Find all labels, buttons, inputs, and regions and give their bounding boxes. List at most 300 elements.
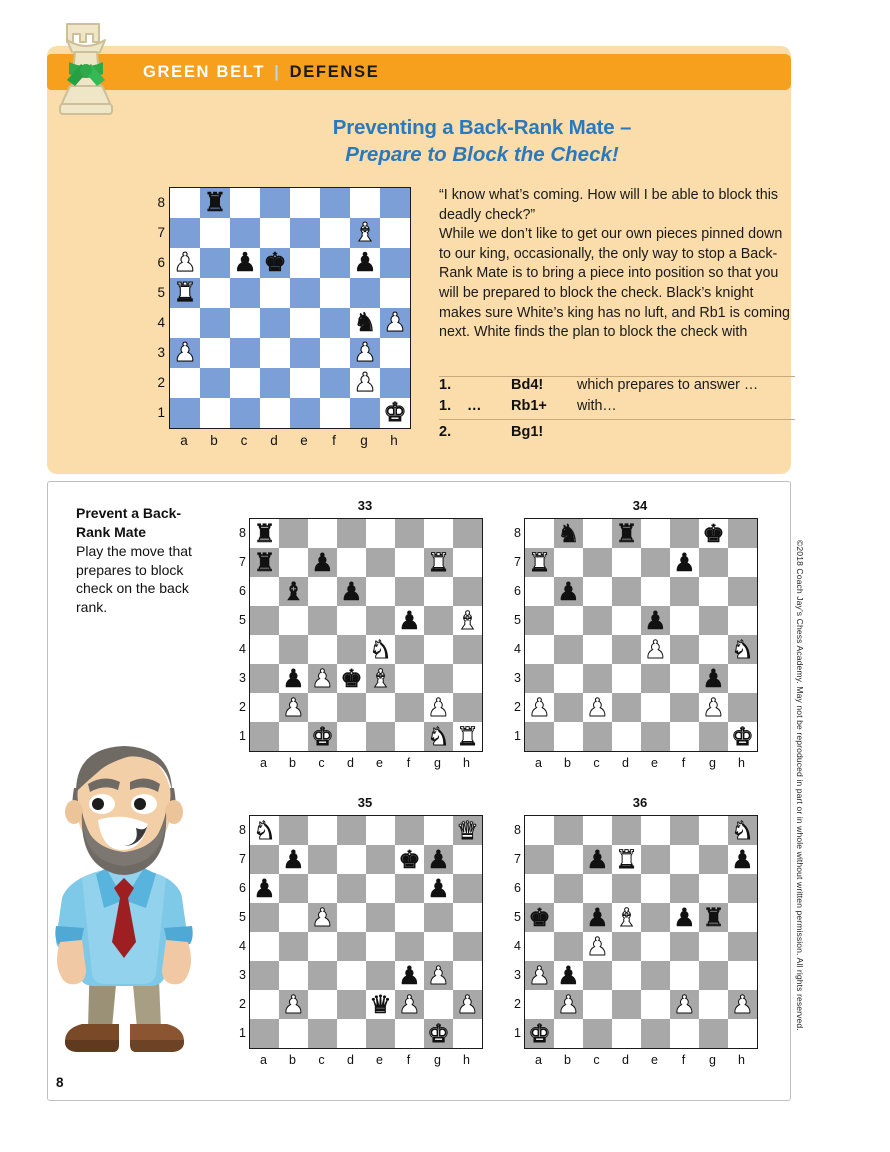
square-d5[interactable] (612, 606, 641, 635)
square-h8[interactable] (380, 188, 410, 218)
square-b7[interactable] (200, 218, 230, 248)
square-e2[interactable] (366, 990, 395, 1019)
square-a7[interactable] (170, 218, 200, 248)
square-h4[interactable] (380, 308, 410, 338)
square-e4[interactable] (641, 932, 670, 961)
square-d3[interactable] (337, 664, 366, 693)
square-g2[interactable] (699, 693, 728, 722)
square-b1[interactable] (279, 1019, 308, 1048)
square-g1[interactable] (699, 722, 728, 751)
square-b3[interactable] (200, 338, 230, 368)
square-e8[interactable] (366, 816, 395, 845)
square-h6[interactable] (728, 577, 757, 606)
square-a2[interactable] (250, 990, 279, 1019)
square-c6[interactable] (230, 248, 260, 278)
square-g3[interactable] (350, 338, 380, 368)
square-d4[interactable] (612, 932, 641, 961)
square-f8[interactable] (320, 188, 350, 218)
square-f6[interactable] (670, 874, 699, 903)
square-d8[interactable] (337, 816, 366, 845)
square-b4[interactable] (200, 308, 230, 338)
square-h7[interactable] (728, 548, 757, 577)
square-a8[interactable] (170, 188, 200, 218)
square-g8[interactable] (699, 816, 728, 845)
square-h2[interactable] (453, 990, 482, 1019)
square-f7[interactable] (670, 845, 699, 874)
square-b2[interactable] (200, 368, 230, 398)
square-e4[interactable] (366, 635, 395, 664)
square-h8[interactable] (728, 519, 757, 548)
square-g2[interactable] (424, 990, 453, 1019)
square-f8[interactable] (670, 816, 699, 845)
square-h3[interactable] (380, 338, 410, 368)
square-h1[interactable] (380, 398, 410, 428)
square-c3[interactable] (308, 961, 337, 990)
square-f4[interactable] (395, 932, 424, 961)
square-h1[interactable] (728, 1019, 757, 1048)
square-d7[interactable] (260, 218, 290, 248)
square-d5[interactable] (612, 903, 641, 932)
square-c1[interactable] (583, 1019, 612, 1048)
square-a6[interactable] (250, 577, 279, 606)
square-e5[interactable] (366, 606, 395, 635)
square-c6[interactable] (583, 577, 612, 606)
square-e1[interactable] (366, 1019, 395, 1048)
square-d5[interactable] (260, 278, 290, 308)
square-d4[interactable] (337, 932, 366, 961)
square-a6[interactable] (250, 874, 279, 903)
square-a5[interactable] (250, 903, 279, 932)
square-f4[interactable] (320, 308, 350, 338)
square-d1[interactable] (612, 722, 641, 751)
square-g5[interactable] (424, 903, 453, 932)
square-f6[interactable] (670, 577, 699, 606)
square-c2[interactable] (583, 693, 612, 722)
square-f2[interactable] (670, 693, 699, 722)
square-a8[interactable] (250, 816, 279, 845)
square-d6[interactable] (260, 248, 290, 278)
square-b6[interactable] (279, 577, 308, 606)
square-f7[interactable] (670, 548, 699, 577)
square-h5[interactable] (453, 606, 482, 635)
square-c6[interactable] (308, 874, 337, 903)
square-g6[interactable] (699, 577, 728, 606)
square-f5[interactable] (395, 606, 424, 635)
square-e6[interactable] (641, 874, 670, 903)
square-g3[interactable] (699, 664, 728, 693)
square-e1[interactable] (290, 398, 320, 428)
square-c8[interactable] (308, 519, 337, 548)
square-a2[interactable] (525, 693, 554, 722)
square-b4[interactable] (554, 635, 583, 664)
square-c4[interactable] (308, 932, 337, 961)
square-e1[interactable] (641, 1019, 670, 1048)
square-e2[interactable] (641, 990, 670, 1019)
square-f5[interactable] (320, 278, 350, 308)
square-f2[interactable] (320, 368, 350, 398)
square-a1[interactable] (170, 398, 200, 428)
square-h8[interactable] (453, 519, 482, 548)
square-h3[interactable] (728, 664, 757, 693)
square-g5[interactable] (699, 903, 728, 932)
square-f2[interactable] (395, 693, 424, 722)
square-a2[interactable] (250, 693, 279, 722)
square-h5[interactable] (728, 903, 757, 932)
square-a7[interactable] (250, 845, 279, 874)
square-e7[interactable] (366, 845, 395, 874)
square-c7[interactable] (230, 218, 260, 248)
square-b2[interactable] (279, 990, 308, 1019)
square-f2[interactable] (395, 990, 424, 1019)
square-d7[interactable] (337, 548, 366, 577)
square-c3[interactable] (230, 338, 260, 368)
square-d6[interactable] (612, 874, 641, 903)
square-g8[interactable] (424, 519, 453, 548)
square-h7[interactable] (728, 845, 757, 874)
square-f7[interactable] (395, 548, 424, 577)
square-h2[interactable] (453, 693, 482, 722)
square-e5[interactable] (290, 278, 320, 308)
square-h6[interactable] (380, 248, 410, 278)
square-g4[interactable] (350, 308, 380, 338)
square-b3[interactable] (279, 664, 308, 693)
square-d1[interactable] (337, 722, 366, 751)
square-f3[interactable] (670, 961, 699, 990)
square-e7[interactable] (641, 845, 670, 874)
square-e3[interactable] (641, 961, 670, 990)
square-a2[interactable] (170, 368, 200, 398)
square-g5[interactable] (424, 606, 453, 635)
square-c3[interactable] (308, 664, 337, 693)
square-g4[interactable] (424, 635, 453, 664)
square-f8[interactable] (670, 519, 699, 548)
square-d2[interactable] (337, 990, 366, 1019)
square-b3[interactable] (554, 664, 583, 693)
square-b5[interactable] (554, 903, 583, 932)
square-b5[interactable] (200, 278, 230, 308)
square-d8[interactable] (612, 816, 641, 845)
square-f7[interactable] (320, 218, 350, 248)
square-e3[interactable] (366, 961, 395, 990)
square-a1[interactable] (250, 722, 279, 751)
square-b8[interactable] (279, 816, 308, 845)
square-a1[interactable] (250, 1019, 279, 1048)
square-a8[interactable] (250, 519, 279, 548)
square-f6[interactable] (320, 248, 350, 278)
square-c1[interactable] (308, 1019, 337, 1048)
square-g7[interactable] (350, 218, 380, 248)
square-a8[interactable] (525, 519, 554, 548)
square-b8[interactable] (200, 188, 230, 218)
square-d7[interactable] (612, 845, 641, 874)
square-g6[interactable] (424, 874, 453, 903)
square-b4[interactable] (554, 932, 583, 961)
square-h7[interactable] (453, 548, 482, 577)
square-c5[interactable] (583, 606, 612, 635)
square-f3[interactable] (395, 664, 424, 693)
square-g2[interactable] (350, 368, 380, 398)
square-e7[interactable] (290, 218, 320, 248)
square-a3[interactable] (250, 961, 279, 990)
square-d2[interactable] (612, 990, 641, 1019)
square-h6[interactable] (453, 577, 482, 606)
square-a5[interactable] (250, 606, 279, 635)
square-d8[interactable] (612, 519, 641, 548)
square-b8[interactable] (554, 519, 583, 548)
square-f1[interactable] (395, 722, 424, 751)
square-c1[interactable] (308, 722, 337, 751)
square-a4[interactable] (525, 932, 554, 961)
square-c4[interactable] (230, 308, 260, 338)
square-e7[interactable] (641, 548, 670, 577)
square-g4[interactable] (699, 932, 728, 961)
square-c2[interactable] (308, 693, 337, 722)
square-f2[interactable] (670, 990, 699, 1019)
square-c4[interactable] (583, 932, 612, 961)
square-e6[interactable] (290, 248, 320, 278)
square-a7[interactable] (525, 845, 554, 874)
square-c7[interactable] (308, 845, 337, 874)
square-e2[interactable] (290, 368, 320, 398)
square-b7[interactable] (554, 548, 583, 577)
square-e1[interactable] (366, 722, 395, 751)
square-b1[interactable] (200, 398, 230, 428)
square-e8[interactable] (641, 519, 670, 548)
square-d3[interactable] (337, 961, 366, 990)
square-f1[interactable] (395, 1019, 424, 1048)
square-e4[interactable] (290, 308, 320, 338)
square-a3[interactable] (250, 664, 279, 693)
square-d1[interactable] (337, 1019, 366, 1048)
square-d6[interactable] (612, 577, 641, 606)
square-b5[interactable] (279, 903, 308, 932)
square-h6[interactable] (728, 874, 757, 903)
square-b1[interactable] (279, 722, 308, 751)
square-g8[interactable] (350, 188, 380, 218)
square-b4[interactable] (279, 932, 308, 961)
square-d1[interactable] (260, 398, 290, 428)
square-g6[interactable] (424, 577, 453, 606)
square-b5[interactable] (279, 606, 308, 635)
square-d6[interactable] (337, 874, 366, 903)
square-g1[interactable] (699, 1019, 728, 1048)
square-d1[interactable] (612, 1019, 641, 1048)
square-h8[interactable] (453, 816, 482, 845)
square-g7[interactable] (424, 548, 453, 577)
square-c1[interactable] (583, 722, 612, 751)
square-a4[interactable] (170, 308, 200, 338)
square-b5[interactable] (554, 606, 583, 635)
square-h3[interactable] (453, 961, 482, 990)
square-h4[interactable] (728, 932, 757, 961)
square-d7[interactable] (612, 548, 641, 577)
square-b7[interactable] (554, 845, 583, 874)
square-b2[interactable] (554, 693, 583, 722)
square-a4[interactable] (250, 635, 279, 664)
square-d8[interactable] (337, 519, 366, 548)
square-g3[interactable] (424, 664, 453, 693)
square-e6[interactable] (366, 874, 395, 903)
square-c5[interactable] (583, 903, 612, 932)
square-e3[interactable] (366, 664, 395, 693)
square-g7[interactable] (699, 845, 728, 874)
square-h5[interactable] (380, 278, 410, 308)
square-g4[interactable] (424, 932, 453, 961)
square-c4[interactable] (308, 635, 337, 664)
square-b1[interactable] (554, 1019, 583, 1048)
square-f1[interactable] (670, 1019, 699, 1048)
square-c2[interactable] (230, 368, 260, 398)
square-e8[interactable] (290, 188, 320, 218)
square-h3[interactable] (453, 664, 482, 693)
square-f7[interactable] (395, 845, 424, 874)
square-d4[interactable] (337, 635, 366, 664)
square-d5[interactable] (337, 903, 366, 932)
square-b3[interactable] (279, 961, 308, 990)
square-a6[interactable] (525, 577, 554, 606)
square-c7[interactable] (583, 548, 612, 577)
square-e4[interactable] (641, 635, 670, 664)
square-e4[interactable] (366, 932, 395, 961)
square-h8[interactable] (728, 816, 757, 845)
square-a5[interactable] (170, 278, 200, 308)
square-e2[interactable] (366, 693, 395, 722)
square-c2[interactable] (308, 990, 337, 1019)
square-c7[interactable] (308, 548, 337, 577)
square-e3[interactable] (290, 338, 320, 368)
square-e7[interactable] (366, 548, 395, 577)
square-g7[interactable] (699, 548, 728, 577)
square-g4[interactable] (699, 635, 728, 664)
square-f1[interactable] (670, 722, 699, 751)
square-a3[interactable] (525, 664, 554, 693)
square-h3[interactable] (728, 961, 757, 990)
square-a2[interactable] (525, 990, 554, 1019)
square-d3[interactable] (612, 664, 641, 693)
square-h7[interactable] (453, 845, 482, 874)
square-e8[interactable] (366, 519, 395, 548)
square-a6[interactable] (170, 248, 200, 278)
square-f8[interactable] (395, 816, 424, 845)
square-c8[interactable] (308, 816, 337, 845)
square-c7[interactable] (583, 845, 612, 874)
square-d8[interactable] (260, 188, 290, 218)
square-f5[interactable] (395, 903, 424, 932)
square-e1[interactable] (641, 722, 670, 751)
square-b7[interactable] (279, 845, 308, 874)
square-h5[interactable] (453, 903, 482, 932)
square-a3[interactable] (525, 961, 554, 990)
square-h5[interactable] (728, 606, 757, 635)
square-a7[interactable] (250, 548, 279, 577)
square-a4[interactable] (250, 932, 279, 961)
square-g6[interactable] (350, 248, 380, 278)
square-f3[interactable] (320, 338, 350, 368)
square-c5[interactable] (230, 278, 260, 308)
square-h6[interactable] (453, 874, 482, 903)
square-c4[interactable] (583, 635, 612, 664)
square-h4[interactable] (453, 932, 482, 961)
square-f1[interactable] (320, 398, 350, 428)
square-b8[interactable] (279, 519, 308, 548)
square-b1[interactable] (554, 722, 583, 751)
square-e5[interactable] (641, 903, 670, 932)
square-c8[interactable] (583, 519, 612, 548)
square-a7[interactable] (525, 548, 554, 577)
square-e8[interactable] (641, 816, 670, 845)
square-h2[interactable] (380, 368, 410, 398)
square-b6[interactable] (554, 874, 583, 903)
square-g3[interactable] (424, 961, 453, 990)
square-a4[interactable] (525, 635, 554, 664)
square-g5[interactable] (350, 278, 380, 308)
square-f4[interactable] (395, 635, 424, 664)
square-b6[interactable] (200, 248, 230, 278)
square-h4[interactable] (453, 635, 482, 664)
square-h1[interactable] (453, 722, 482, 751)
square-b8[interactable] (554, 816, 583, 845)
square-c8[interactable] (230, 188, 260, 218)
square-g2[interactable] (699, 990, 728, 1019)
square-h2[interactable] (728, 990, 757, 1019)
square-d7[interactable] (337, 845, 366, 874)
square-g6[interactable] (699, 874, 728, 903)
square-g2[interactable] (424, 693, 453, 722)
square-f5[interactable] (670, 606, 699, 635)
square-a8[interactable] (525, 816, 554, 845)
square-g7[interactable] (424, 845, 453, 874)
square-d2[interactable] (337, 693, 366, 722)
square-g3[interactable] (699, 961, 728, 990)
square-g1[interactable] (424, 1019, 453, 1048)
square-e6[interactable] (641, 577, 670, 606)
square-b6[interactable] (279, 874, 308, 903)
square-c5[interactable] (308, 606, 337, 635)
square-f3[interactable] (670, 664, 699, 693)
square-h2[interactable] (728, 693, 757, 722)
square-c1[interactable] (230, 398, 260, 428)
square-h4[interactable] (728, 635, 757, 664)
square-e3[interactable] (641, 664, 670, 693)
square-c6[interactable] (308, 577, 337, 606)
square-a1[interactable] (525, 722, 554, 751)
square-e6[interactable] (366, 577, 395, 606)
square-b6[interactable] (554, 577, 583, 606)
square-g8[interactable] (699, 519, 728, 548)
square-f5[interactable] (670, 903, 699, 932)
square-d4[interactable] (260, 308, 290, 338)
square-d4[interactable] (612, 635, 641, 664)
square-f6[interactable] (395, 577, 424, 606)
square-b3[interactable] (554, 961, 583, 990)
square-d3[interactable] (260, 338, 290, 368)
square-b2[interactable] (554, 990, 583, 1019)
square-f3[interactable] (395, 961, 424, 990)
square-c8[interactable] (583, 816, 612, 845)
square-a5[interactable] (525, 903, 554, 932)
square-f6[interactable] (395, 874, 424, 903)
square-f8[interactable] (395, 519, 424, 548)
square-b7[interactable] (279, 548, 308, 577)
square-e5[interactable] (366, 903, 395, 932)
square-g1[interactable] (424, 722, 453, 751)
square-e5[interactable] (641, 606, 670, 635)
square-a5[interactable] (525, 606, 554, 635)
square-c6[interactable] (583, 874, 612, 903)
square-f4[interactable] (670, 932, 699, 961)
square-h1[interactable] (728, 722, 757, 751)
square-d2[interactable] (612, 693, 641, 722)
